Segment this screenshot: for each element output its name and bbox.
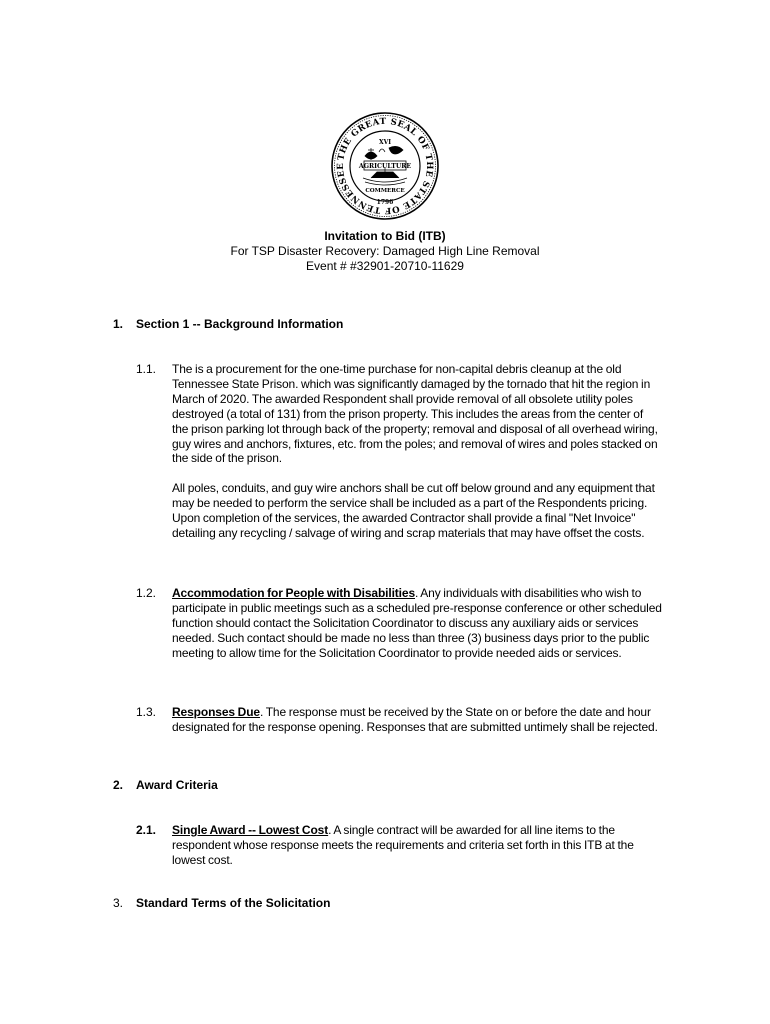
- section-heading: [113, 317, 343, 332]
- item-text: . A single contract will be awarded for all line items to the respondent whose response meets the requirements and criteria set forth in this ITB at the lowest cost.: [172, 823, 634, 867]
- document-subtitle: For TSP Disaster Recovery: Damaged High Line Removal: [230, 244, 540, 258]
- document-title: Invitation to Bid (ITB): [324, 229, 446, 243]
- svg-text:XVI: XVI: [378, 139, 392, 146]
- event-number: Event # #32901-20710-11629: [306, 259, 464, 273]
- item-paragraph: [172, 823, 662, 868]
- section-title: Award Criteria: [136, 778, 218, 792]
- section-number: 1.: [113, 317, 124, 331]
- section-number: 3.: [113, 896, 124, 910]
- svg-text:COMMERCE: COMMERCE: [365, 188, 405, 194]
- svg-text:1796: 1796: [376, 199, 394, 206]
- item-number: 1.1.: [136, 362, 157, 376]
- section-heading: [113, 778, 218, 793]
- item-heading: Accommodation for People with Disabilities: [172, 586, 415, 600]
- section-number: 2.: [113, 778, 124, 792]
- item-number: 1.2.: [136, 586, 157, 600]
- item-paragraph: [172, 705, 662, 735]
- item-text: . Any individuals with disabilities who wish to participate in public meetings such as a scheduled pre-response conference or other scheduled function should contact the Solicitation Coordinator to discuss any auxiliary aids or services needed. Such contact should be made no less than three (3) business days prior to the public meeting to allow time for the Solicitation Coordinator to provide needed aids or services.: [172, 586, 662, 660]
- section-title: Standard Terms of the Solicitation: [136, 896, 331, 910]
- section-heading: [113, 896, 330, 911]
- item-number: 2.1.: [136, 823, 157, 837]
- item-paragraph: [172, 586, 662, 661]
- svg-text:AGRICULTURE: AGRICULTURE: [358, 163, 412, 170]
- section-title: Section 1 -- Background Information: [136, 317, 344, 331]
- item-paragraph: The is a procurement for the one-time purchase for non-capital debris cleanup at the old Tennessee State Prison. which was significantly damaged by the tornado that hit the region in March of 2020. The awarded Respondent shall provide removal of all obsolete utility poles destroyed (a total of 131) from the prison property. This includes the areas from the center of the prison parking lot through back of the property; removal and disposal of all overhead wiring, guy wires and anchors, fixtures, etc. from the poles; and removal of wires and poles stacked on the side of the prison.: [172, 362, 658, 466]
- tennessee-state-seal: [331, 112, 439, 220]
- item-number: 1.3.: [136, 705, 157, 719]
- item-text: . The response must be received by the State on or before the date and hour designated for the response opening. Responses that are submitted untimely shall be rejected.: [172, 705, 658, 734]
- item-heading: Single Award -- Lowest Cost: [172, 823, 329, 837]
- item-paragraph: All poles, conduits, and guy wire anchors shall be cut off below ground and any equipment that may be needed to perform the service shall be included as a part of the Respondents pricing. Upon completion of the services, the awarded Contractor shall provide a final "Net Invoice" detailing any recycling / salvage of wiring and scrap materials that may have offset the costs.: [172, 481, 655, 540]
- item-heading: Responses Due: [172, 705, 260, 719]
- svg-text:THE GREAT SEAL OF THE STATE OF: THE GREAT SEAL OF THE STATE OF TENNESSEE: [335, 116, 435, 216]
